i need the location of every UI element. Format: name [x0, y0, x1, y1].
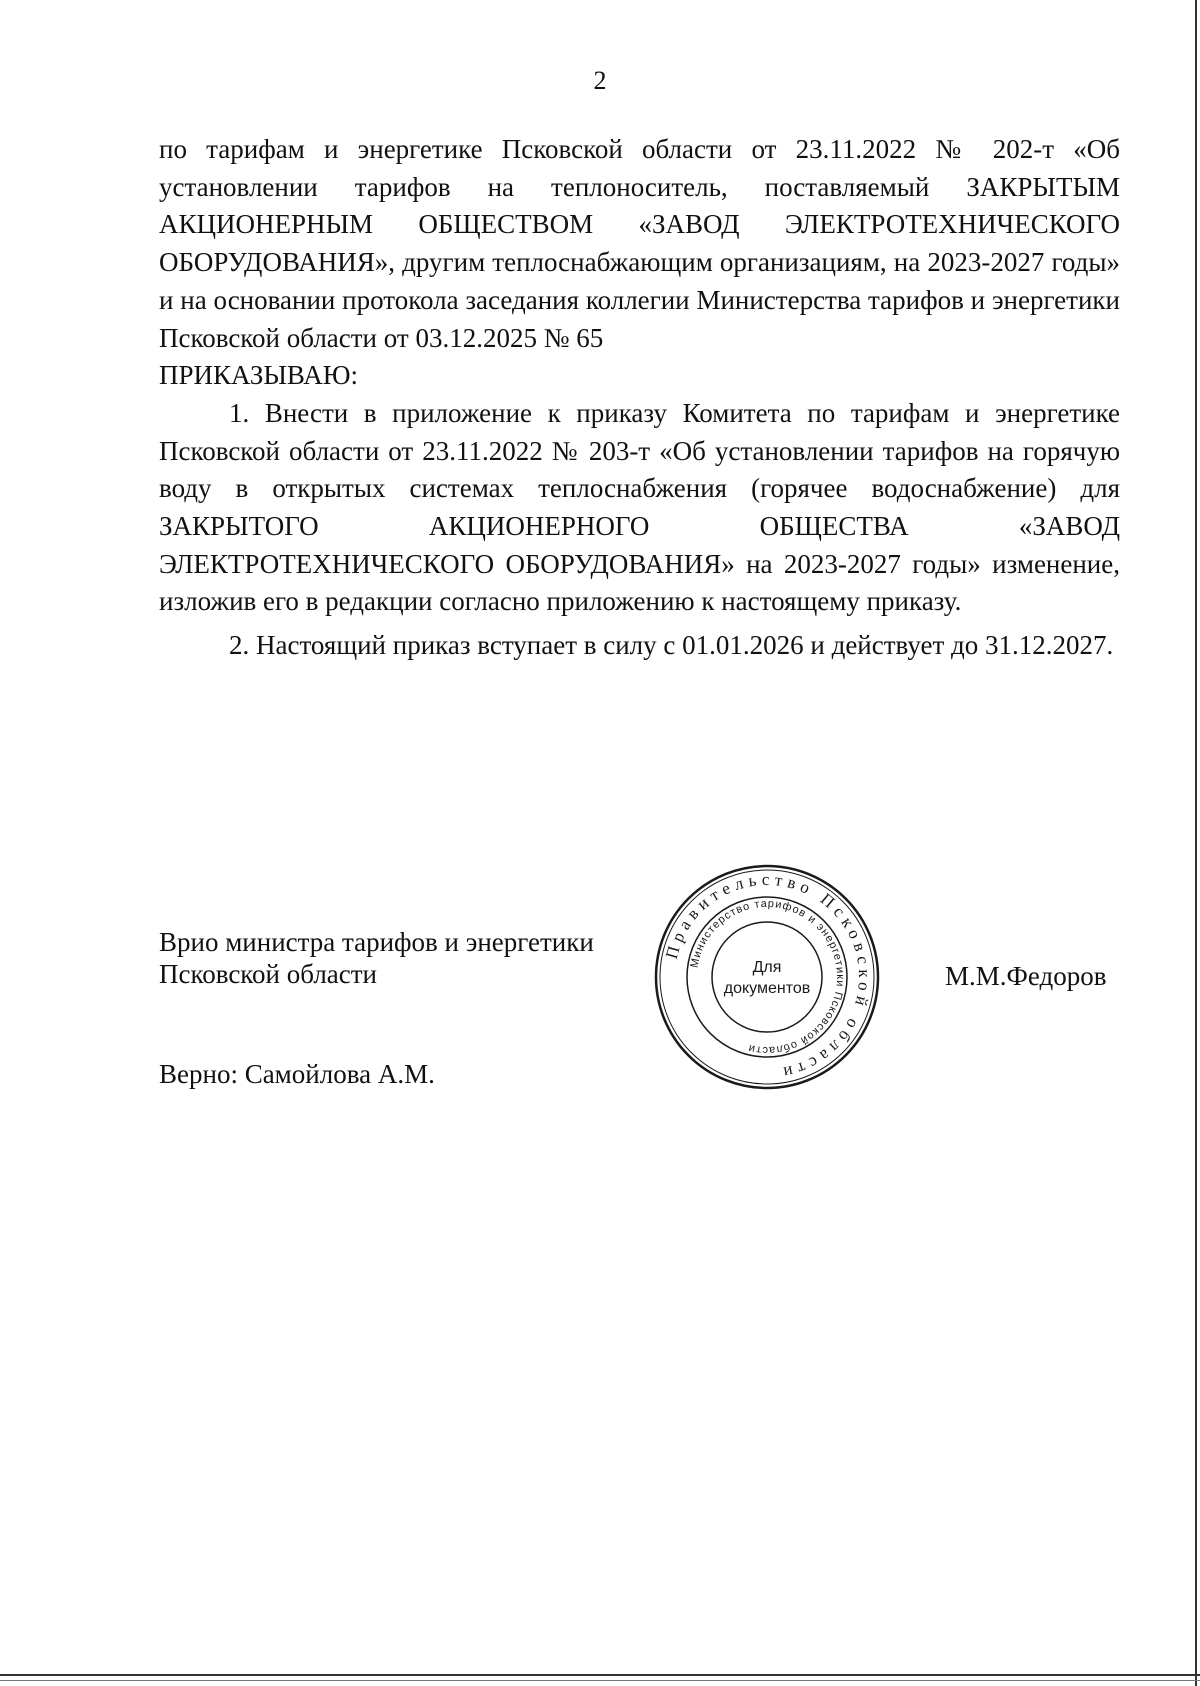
seal-outer-text: Правительство Псковской области [661, 869, 875, 1084]
intro-paragraph: по тарифам и энергетике Псковской области от 23.11.2022 № 202-т «Об установлении тарифов на теплоноситель, поставляемый ЗАКРЫТЫМ АКЦИОНЕРНЫМ ОБЩЕСТВОМ «ЗАВОД ЭЛЕКТРОТЕХНИЧЕСКОГО ОБОРУДОВАНИЯ», другим теплоснабжающим организациям, на 2023-2027 годы» и на основании протокола заседания коллегии Министерства тарифов и энергетики Псковской области от 03.12.2025 № 65 [159, 134, 1120, 353]
seal-middle-ring [687, 897, 847, 1057]
seal-graphic [652, 862, 882, 1092]
official-seal [652, 862, 882, 1092]
page-number: 2 [593, 66, 607, 95]
signatory-title-line-2: Псковской области [159, 959, 378, 989]
page-edge-bottom [0, 1674, 1200, 1676]
signatory-title [159, 926, 594, 990]
order-item-2: 2. Настоящий приказ вступает в силу с 01.01.2026 и действует до 31.12.2027. [229, 630, 1114, 661]
verified-by: Верно: Самойлова А.М. [159, 1059, 435, 1089]
seal-center-line-2: документов [723, 980, 811, 997]
order-heading: ПРИКАЗЫВАЮ: [159, 360, 358, 391]
order-item-1: 1. Внести в приложение к приказу Комитета по тарифам и энергетике Псковской области от 23.11.2022 № 203-т «Об установлении тарифов на горячую воду в открытых системах теплоснабжения (горячее водоснабжение) для ЗАКРЫТОГО АКЦИОНЕРНОГО ОБЩЕСТВА «ЗАВОД ЭЛЕКТРОТЕХНИЧЕСКОГО ОБОРУДОВАНИЯ» на 2023-2027 годы» изменение, изложив его в редакции согласно приложению к настоящему приказу. [159, 397, 1120, 617]
document-body [159, 131, 1120, 665]
seal-inner-text: Министерство тарифов и энергетики Псковской области [688, 897, 847, 1057]
page-edge-right [1195, 0, 1197, 1686]
page-edge-bottom-secondary [0, 1680, 1200, 1681]
seal-center-line-1: Для [752, 959, 782, 976]
signatory-title-line-1: Врио министра тарифов и энергетики [159, 927, 594, 957]
seal-inner-ring [712, 922, 822, 1032]
signatory-name: М.М.Федоров [945, 961, 1107, 991]
